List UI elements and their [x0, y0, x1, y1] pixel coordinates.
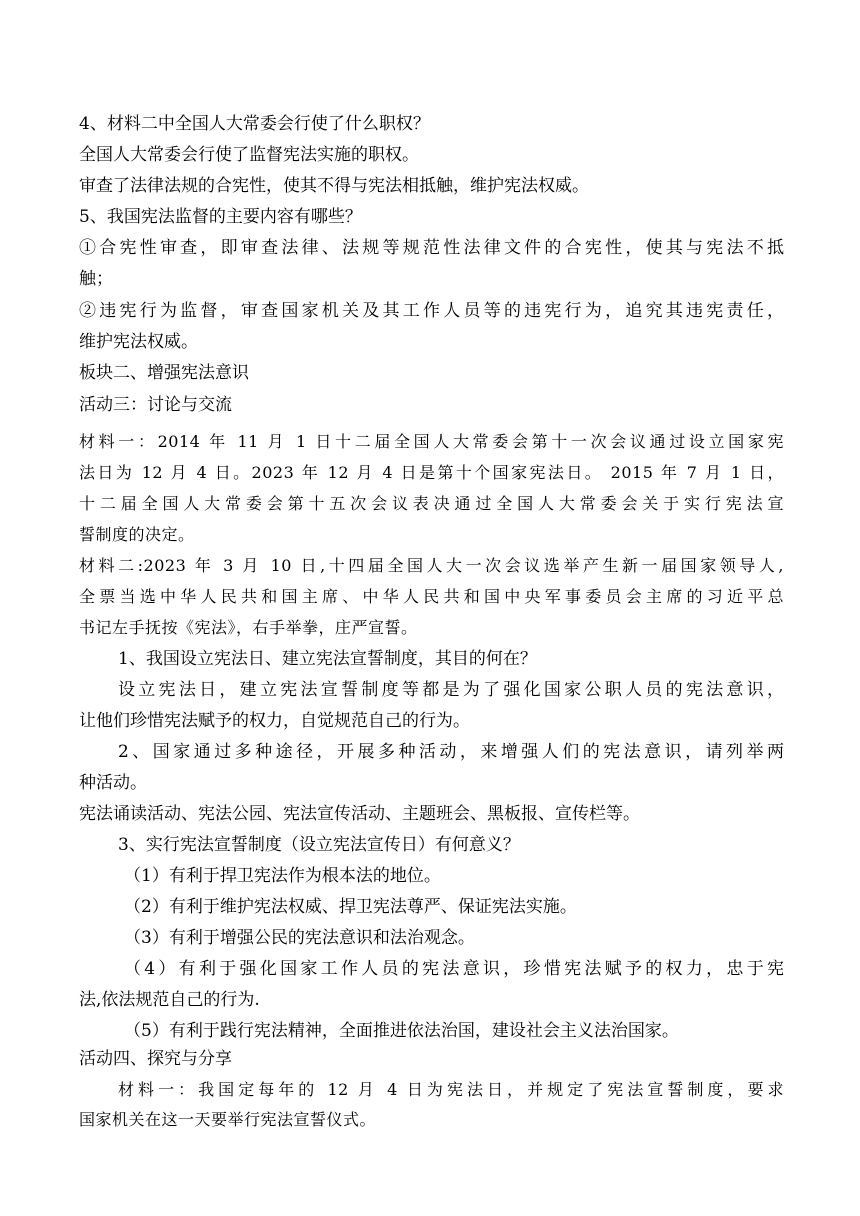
- question-2-line-2: 种活动。: [79, 773, 147, 793]
- activity-4-material-1-line-1: 材料一：我国定每年的 12 月 4 日为宪法日，并规定了宪法宣誓制度，要求: [118, 1080, 784, 1099]
- question-5: 5、我国宪法监督的主要内容有哪些？: [79, 207, 362, 227]
- activity-3-heading: 活动三：讨论与交流: [79, 395, 232, 415]
- material-1-line-3: 十二届全国人大常委会第十五次会议表决通过全国人大常委会关于实行宪法宣: [79, 494, 784, 513]
- answer-3-item-1: （1）有利于捍卫宪法作为根本法的地位。: [124, 866, 441, 886]
- question-3: 3、实行宪法宣誓制度（设立宪法宣传日）有何意义？: [118, 835, 520, 855]
- question-4: 4、材料二中全国人大常委会行使了什么职权？: [79, 114, 430, 134]
- answer-1-line-1: 设立宪法日，建立宪法宣誓制度等都是为了强化国家公职人员的宪法意识，: [118, 680, 784, 700]
- answer-1-line-2: 让他们珍惜宪法赋予的权力，自觉规范自己的行为。: [79, 711, 470, 731]
- answer-4-line-1: 全国人大常委会行使了监督宪法实施的职权。: [79, 145, 419, 165]
- answer-5-item-2: ②违宪行为监督，审查国家机关及其工作人员等的违宪行为，追究其违宪责任，: [79, 301, 784, 321]
- answer-3-item-4-cont: 法,依法规范自己的行为.: [79, 990, 260, 1010]
- section-heading: 板块二、增强宪法意识: [79, 363, 249, 383]
- material-2-line-1: 材料二:2023 年 3 月 10 日,十四届全国人大一次会议选举产生新一届国家领导人,: [79, 556, 784, 575]
- material-2-line-2: 全票当选中华人民共和国主席、中华人民共和国中央军事委员会主席的习近平总: [79, 587, 784, 606]
- question-2-line-1: 2、国家通过多种途径，开展多种活动，来增强人们的宪法意识，请列举两: [118, 742, 784, 762]
- question-1: 1、我国设立宪法日、建立宪法宣誓制度，其目的何在？: [118, 649, 537, 669]
- activity-4-heading: 活动四、探究与分享: [79, 1049, 232, 1069]
- material-2-line-3: 书记左手抚按《宪法》，右手举拳，庄严宣誓。: [79, 618, 418, 637]
- answer-3-item-2: （2）有利于维护宪法权威、捍卫宪法尊严、保证宪法实施。: [124, 897, 577, 917]
- answer-3-item-4: （4）有利于强化国家工作人员的宪法意识，珍惜宪法赋予的权力，忠于宪: [124, 959, 784, 979]
- answer-4-line-2: 审查了法律法规的合宪性，使其不得与宪法相抵触，维护宪法权威。: [79, 176, 589, 196]
- answer-5-item-2-cont: 维护宪法权威。: [79, 332, 198, 352]
- answer-3-item-3: （3）有利于增强公民的宪法意识和法治观念。: [124, 928, 475, 948]
- activity-4-material-1-line-2: 国家机关在这一天要举行宪法宣誓仪式。: [79, 1110, 377, 1129]
- answer-3-item-5: （5）有利于践行宪法精神，全面推进依法治国，建设社会主义法治国家。: [124, 1021, 679, 1041]
- material-1-line-2: 法日为 12 月 4 日。2023 年 12 月 4 日是第十个国家宪法日。 2015 年 7 月 1 日，: [79, 463, 784, 482]
- answer-5-item-1-cont: 触；: [79, 269, 113, 289]
- material-1-line-4: 誓制度的决定。: [79, 525, 195, 544]
- answer-5-item-1: ①合宪性审查，即审查法律、法规等规范性法律文件的合宪性，使其与宪法不抵: [79, 238, 784, 258]
- material-1-line-1: 材料一：2014 年 11 月 1 日十二届全国人大常委会第十一次会议通过设立国家宪: [79, 432, 784, 451]
- answer-2: 宪法诵读活动、宪法公园、宪法宣传活动、主题班会、黑板报、宣传栏等。: [79, 804, 640, 824]
